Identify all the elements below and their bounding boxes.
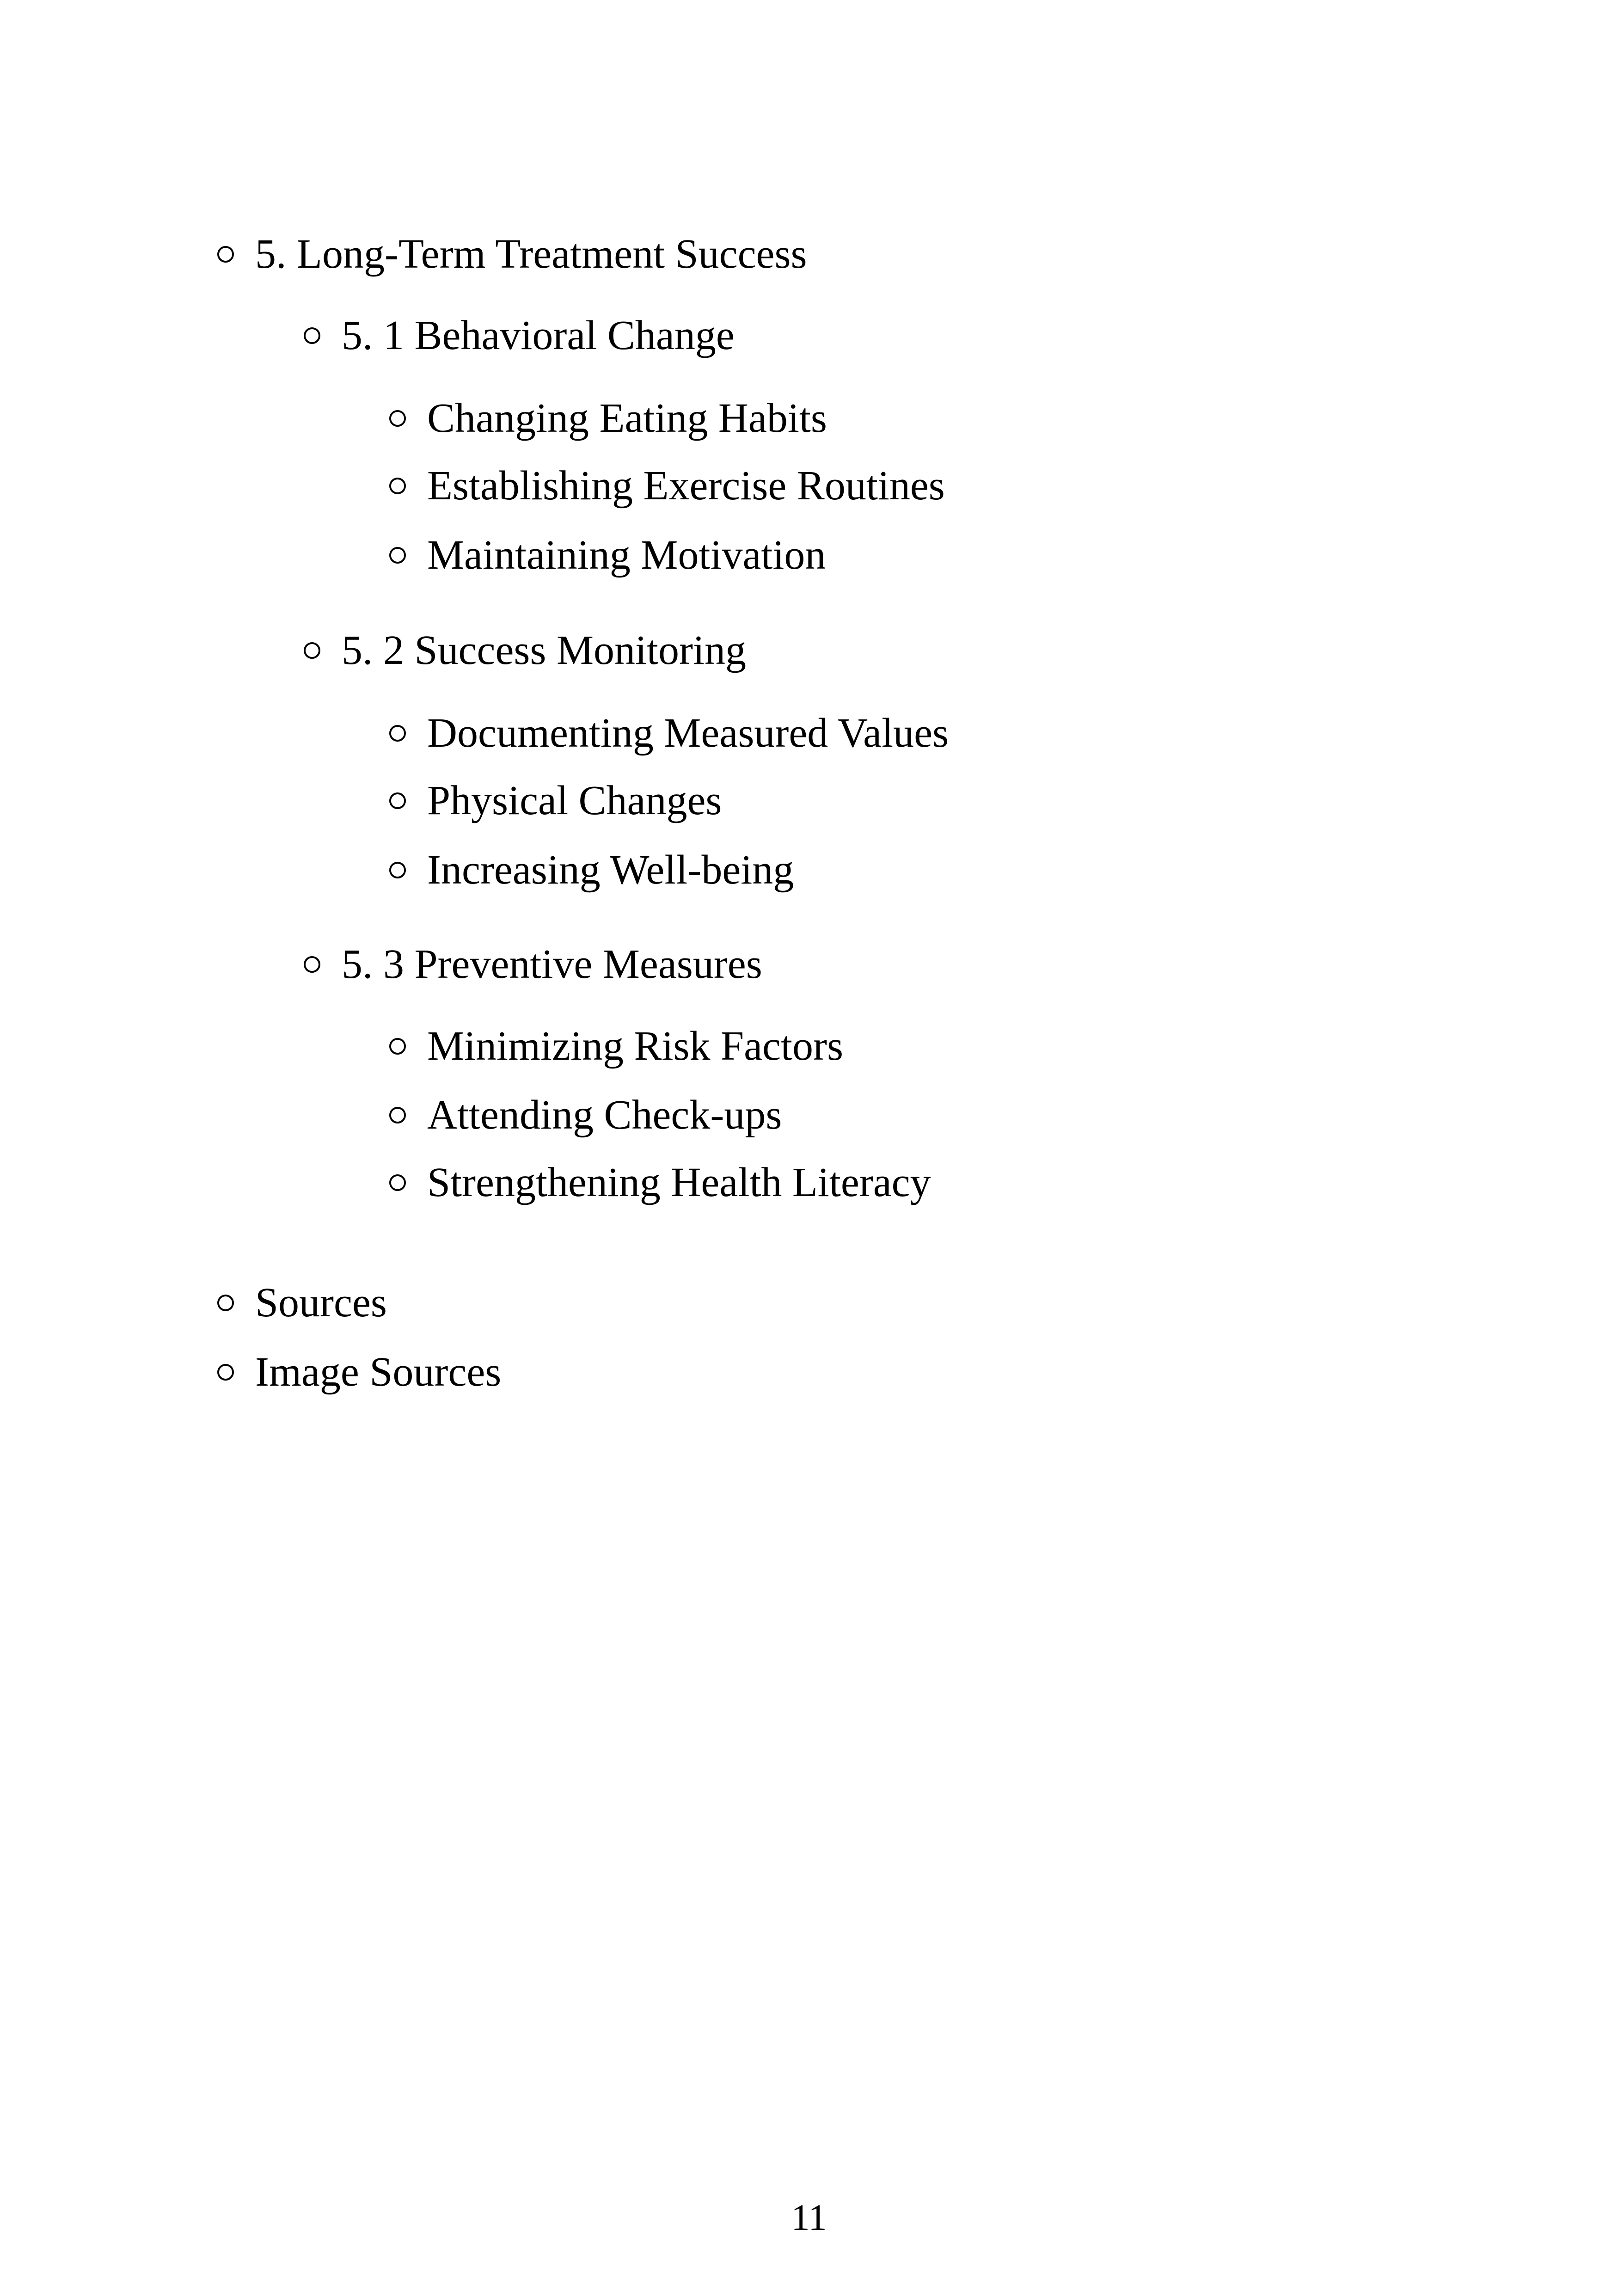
- toc-item-label: Attending Check-ups: [427, 1092, 782, 1138]
- hollow-circle-bullet-icon: [389, 1107, 406, 1123]
- toc-entry-label: 5. Long-Term Treatment Success: [255, 231, 807, 277]
- toc-entry-label: 5. 3 Preventive Measures: [342, 941, 762, 987]
- hollow-circle-bullet-icon: [304, 327, 320, 344]
- toc-item: [389, 395, 827, 442]
- toc-item: [389, 710, 949, 756]
- hollow-circle-bullet-icon: [389, 410, 406, 427]
- toc-entry-sources: [217, 1280, 387, 1326]
- toc-entry-section-5-1: [304, 313, 735, 359]
- hollow-circle-bullet-icon: [389, 1038, 406, 1055]
- toc-entry-label: Sources: [255, 1280, 387, 1326]
- toc-entry-image-sources: [217, 1349, 501, 1395]
- toc-item-label: Increasing Well-being: [427, 847, 794, 893]
- toc-entry-label: Image Sources: [255, 1349, 502, 1395]
- hollow-circle-bullet-icon: [389, 862, 406, 878]
- toc-item: [389, 532, 826, 578]
- hollow-circle-bullet-icon: [304, 642, 320, 659]
- hollow-circle-bullet-icon: [217, 1295, 234, 1311]
- toc-item: [389, 847, 794, 893]
- toc-item: [389, 778, 722, 824]
- hollow-circle-bullet-icon: [389, 478, 406, 494]
- toc-entry-label: 5. 2 Success Monitoring: [342, 627, 746, 673]
- hollow-circle-bullet-icon: [389, 725, 406, 742]
- hollow-circle-bullet-icon: [389, 1174, 406, 1191]
- hollow-circle-bullet-icon: [389, 792, 406, 809]
- toc-item-label: Establishing Exercise Routines: [427, 463, 945, 509]
- toc-item: [389, 1023, 843, 1069]
- toc-item-label: Minimizing Risk Factors: [427, 1023, 843, 1069]
- toc-item-label: Physical Changes: [427, 778, 722, 823]
- page-number: 11: [791, 2198, 827, 2238]
- toc-entry-section-5-2: [304, 627, 746, 674]
- toc-entry-label: 5. 1 Behavioral Change: [342, 313, 735, 358]
- hollow-circle-bullet-icon: [217, 1364, 234, 1381]
- toc-item: [389, 1092, 782, 1138]
- toc-item-label: Strengthening Health Literacy: [427, 1160, 931, 1205]
- hollow-circle-bullet-icon: [389, 547, 406, 564]
- toc-item: [389, 463, 945, 509]
- toc-item-label: Changing Eating Habits: [427, 395, 827, 441]
- hollow-circle-bullet-icon: [217, 246, 234, 263]
- toc-entry-section-5-3: [304, 941, 762, 988]
- toc-entry-section-5: [217, 231, 807, 277]
- toc-item-label: Maintaining Motivation: [427, 532, 826, 578]
- toc-item-label: Documenting Measured Values: [427, 710, 949, 756]
- toc-item: [389, 1160, 931, 1206]
- hollow-circle-bullet-icon: [304, 956, 320, 973]
